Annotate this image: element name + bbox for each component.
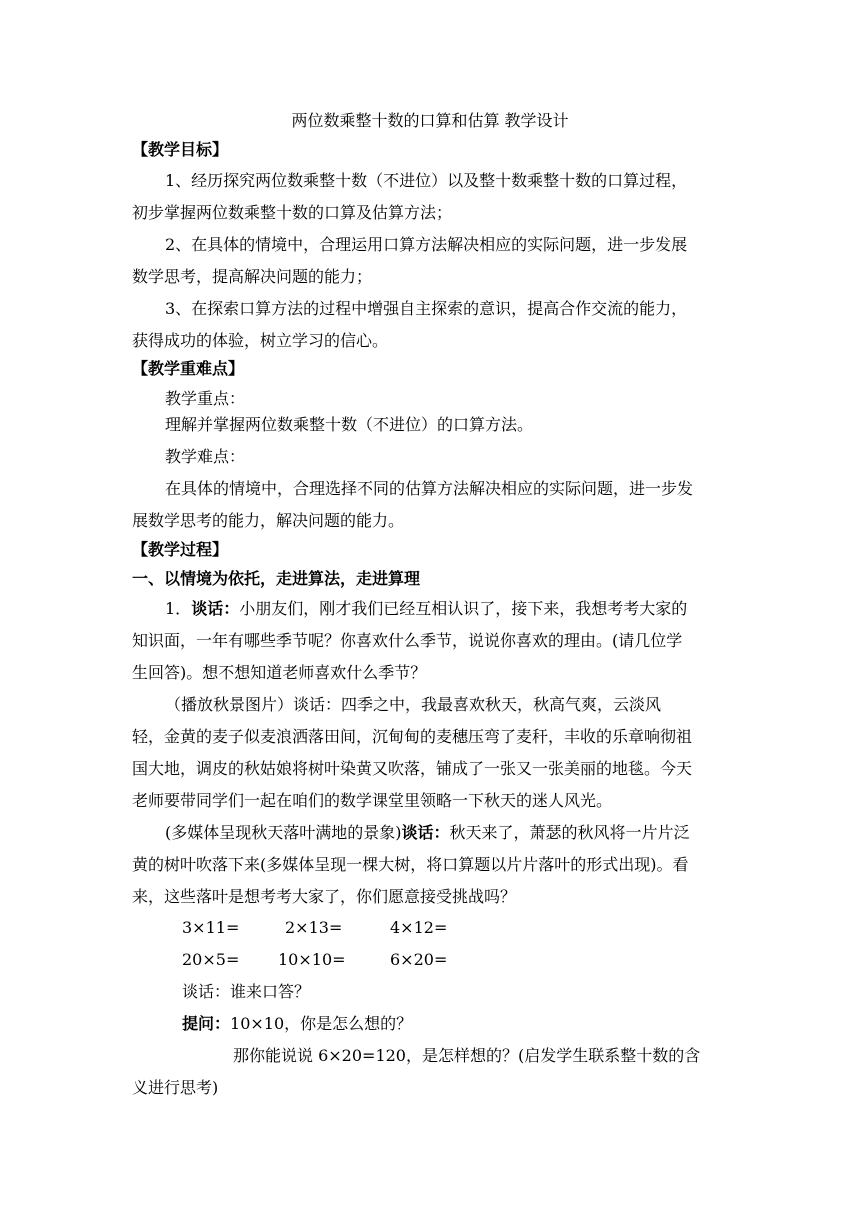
autumn-line-4: 老师要带同学们一起在咱们的数学课堂里领略一下秋天的迷人风光。 (132, 791, 613, 810)
exercise-item: 20×5= (182, 950, 240, 969)
exercise-item: 3×11= (182, 918, 240, 937)
question-label: 提问： (182, 1014, 231, 1033)
goal-1-line-2: 初步掌握两位数乘整十数的口算及估算方法； (132, 203, 453, 222)
question-text: 10×10，你是怎么想的？ (230, 1014, 413, 1033)
focus-label: 教学重点： (165, 389, 246, 408)
goal-2-line-2: 数学思考，提高解决问题的能力； (132, 267, 373, 286)
media-line-3: 来，这些落叶是想考考大家了，你们愿意接受挑战吗？ (132, 887, 517, 906)
goal-3-line-1: 3、在探索口算方法的过程中增强自主探索的意识，提高合作交流的能力， (165, 299, 688, 318)
difficulty-line-2: 展数学思考的能力，解决问题的能力。 (132, 511, 405, 530)
focus-text: 理解并掌握两位数乘整十数（不进位）的口算方法。 (165, 415, 534, 434)
difficulty-label: 教学难点： (165, 447, 246, 466)
exercise-item: 2×13= (285, 918, 343, 937)
question-line (182, 1013, 412, 1035)
media-line-2: 黄的树叶吹落下来(多媒体呈现一棵大树，将口算题以片片落叶的形式出现)。看 (132, 855, 689, 874)
exercise-item: 4×12= (390, 918, 448, 937)
talk-1-line-3: 生回答)。想不想知道老师喜欢什么季节？ (132, 663, 427, 682)
autumn-line-2: 轻，金黄的麦子似麦浪洒落田间，沉甸甸的麦穗压弯了麦秆，丰收的乐章响彻祖 (132, 727, 693, 746)
goal-3-line-2: 获得成功的体验，树立学习的信心。 (132, 331, 389, 350)
followup-line-2: 义进行思考) (132, 1078, 219, 1097)
process-heading: 【教学过程】 (132, 540, 229, 559)
media-note: (多媒体呈现秋天落叶满地的景象) (165, 823, 402, 842)
autumn-line-3: 国大地，调皮的秋姑娘将树叶染黄又吹落，铺成了一张又一张美丽的地毯。今天 (132, 759, 693, 778)
goal-1-line-1: 1、经历探究两位数乘整十数（不进位）以及整十数乘整十数的口算过程， (165, 171, 688, 190)
exercise-item: 6×20= (390, 950, 448, 969)
talk-1-number: 1． (165, 599, 192, 618)
keypoints-heading: 【教学重难点】 (132, 359, 245, 378)
section-1-heading: 一、以情境为依托，走进算法，走进算理 (132, 569, 421, 588)
difficulty-line-1: 在具体的情境中，合理选择不同的估算方法解决相应的实际问题，进一步发 (165, 479, 694, 498)
talk-1-label: 谈话： (191, 599, 240, 618)
talk-1-text: 小朋友们，刚才我们已经互相认识了，接下来，我想考考大家的 (239, 599, 688, 618)
goal-2-line-1: 2、在具体的情境中，合理运用口算方法解决相应的实际问题，进一步发展 (165, 235, 688, 254)
media-text: 秋天来了，萧瑟的秋风将一片片泛 (449, 823, 690, 842)
document-title: 两位数乘整十数的口算和估算 教学设计 (291, 111, 569, 130)
goals-heading: 【教学目标】 (132, 140, 229, 159)
media-talk-label: 谈话： (401, 823, 450, 842)
exercise-item: 10×10= (278, 950, 346, 969)
ask-line: 谈话：谁来口答？ (182, 982, 311, 1001)
autumn-line-1: （播放秋景图片）谈话：四季之中，我最喜欢秋天，秋高气爽，云淡风 (165, 695, 662, 714)
talk-1-line-2: 知识面，一年有哪些季节呢？你喜欢什么季节，说说你喜欢的理由。(请几位学 (132, 631, 683, 650)
talk-1-line-1 (165, 598, 687, 620)
media-line-1 (165, 822, 690, 844)
followup-line-1: 那你能说说 6×20=120，是怎样想的？(启发学生联系整十数的含 (233, 1046, 701, 1065)
